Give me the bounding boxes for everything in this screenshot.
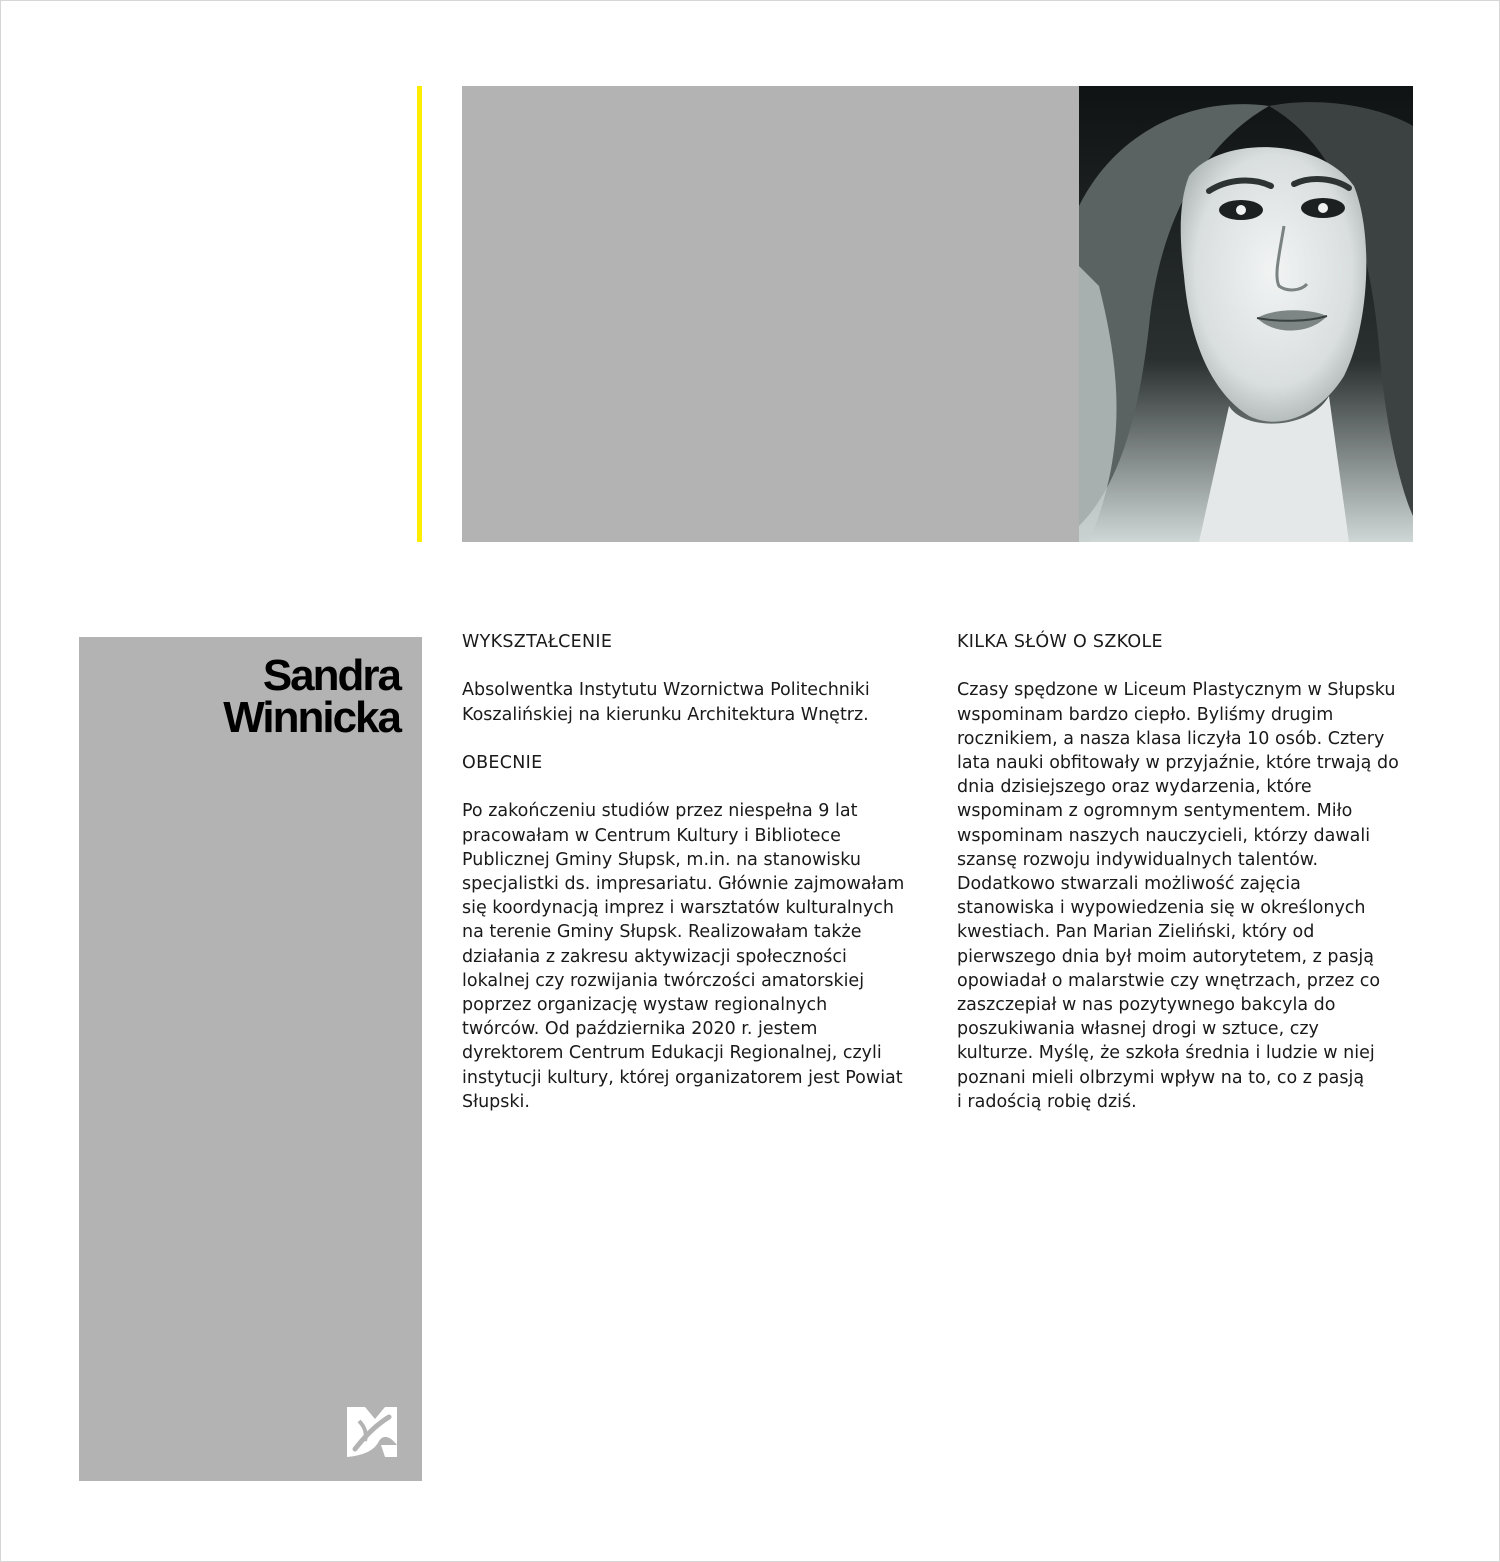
education-heading: WYKSZTAŁCENIE: [462, 632, 613, 652]
text-line: poprzez organizację wystaw regionalnych: [462, 995, 828, 1015]
text-line: stanowiska i wypowiedzenia się w określonych: [957, 898, 1366, 919]
text-line: kulturze. Myślę, że szkoła średnia i ludzie w niej: [957, 1043, 1375, 1064]
text-line: pracowałam w Centrum Kultury i Bibliotece: [462, 825, 841, 846]
school-heading: KILKA SŁÓW O SZKOLE: [957, 632, 1163, 652]
current-text: [462, 799, 932, 1114]
text-line: wspominam naszych nauczycieli, którzy dawali: [957, 825, 1371, 846]
person-name: [223, 651, 400, 742]
header-banner: [462, 86, 1079, 542]
text-line: zaszczepiał w nas pozytywnego bakcyla do: [957, 995, 1336, 1016]
text-line: instytucji kultury, której organizatorem jest Powiat: [462, 1067, 903, 1088]
text-line: Dodatkowo stwarzali możliwość zajęcia: [957, 874, 1301, 895]
text-line: Koszalińskiej na kierunku Architektura Wnętrz.: [462, 704, 869, 725]
text-line: specjalistki ds. impresariatu. Głównie zajmowałam: [462, 873, 905, 894]
current-heading: OBECNIE: [462, 752, 543, 773]
text-line: kwestiach. Pan Marian Zieliński, który od: [957, 922, 1315, 943]
text-line: Publicznej Gminy Słupsk, m.in. na stanowisku: [462, 849, 861, 870]
text-line: opowiadał o malarstwie czy wnętrzach, przez co: [957, 970, 1381, 991]
accent-rule: [417, 86, 422, 542]
text-line: poznani mieli olbrzymi wpływ na to, co z pasją: [957, 1067, 1365, 1088]
right-column: [957, 630, 1427, 1114]
text-line: Po zakończeniu studiów przez niespełna 9 lat: [462, 801, 858, 822]
text-line: działania z zakresu aktywizacji społeczności: [462, 946, 847, 967]
school-text: [957, 678, 1427, 1114]
text-line: na terenie Gminy Słupsk. Realizowałam także: [462, 922, 862, 943]
text-line: szansę rozwoju indywidualnych talentów.: [957, 849, 1319, 870]
text-line: Słupski.: [462, 1091, 530, 1112]
text-line: wspominam bardzo ciepło. Byliśmy drugim: [957, 704, 1334, 725]
text-line: Absolwentka Instytutu Wzornictwa Politechniki: [462, 680, 870, 701]
name-panel: [79, 637, 422, 1481]
text-line: dnia dzisiejszego oraz wydarzenia, które: [957, 777, 1312, 798]
text-line: się koordynacją imprez i warsztatów kulturalnych: [462, 898, 894, 919]
school-emblem-icon: [345, 1405, 399, 1459]
last-name: Winnicka: [223, 693, 400, 742]
text-line: lata nauki obfitowały w przyjaźnie, które trwają do: [957, 753, 1399, 773]
left-column: [462, 630, 932, 1114]
text-line: lokalnej czy rozwijania twórczości amatorskiej: [462, 970, 865, 991]
text-line: twórców. Od października 2020 r. jestem: [462, 1019, 818, 1040]
text-line: rocznikiem, a nasza klasa liczyła 10 osób. Cztery: [957, 728, 1385, 749]
education-text: [462, 678, 932, 726]
text-line: dyrektorem Centrum Edukacji Regionalnej, czyli: [462, 1043, 882, 1064]
text-line: wspominam z ogromnym sentymentem. Miło: [957, 801, 1353, 822]
text-line: i radością robię dziś.: [957, 1091, 1137, 1112]
text-line: Czasy spędzone w Liceum Plastycznym w Słupsku: [957, 680, 1396, 701]
text-line: poszukiwania własnej drogi w sztuce, czy: [957, 1019, 1319, 1040]
portrait-photo: [1079, 86, 1413, 542]
text-line: pierwszego dnia był moim autorytetem, z pasją: [957, 946, 1374, 967]
first-name: Sandra: [262, 651, 400, 700]
